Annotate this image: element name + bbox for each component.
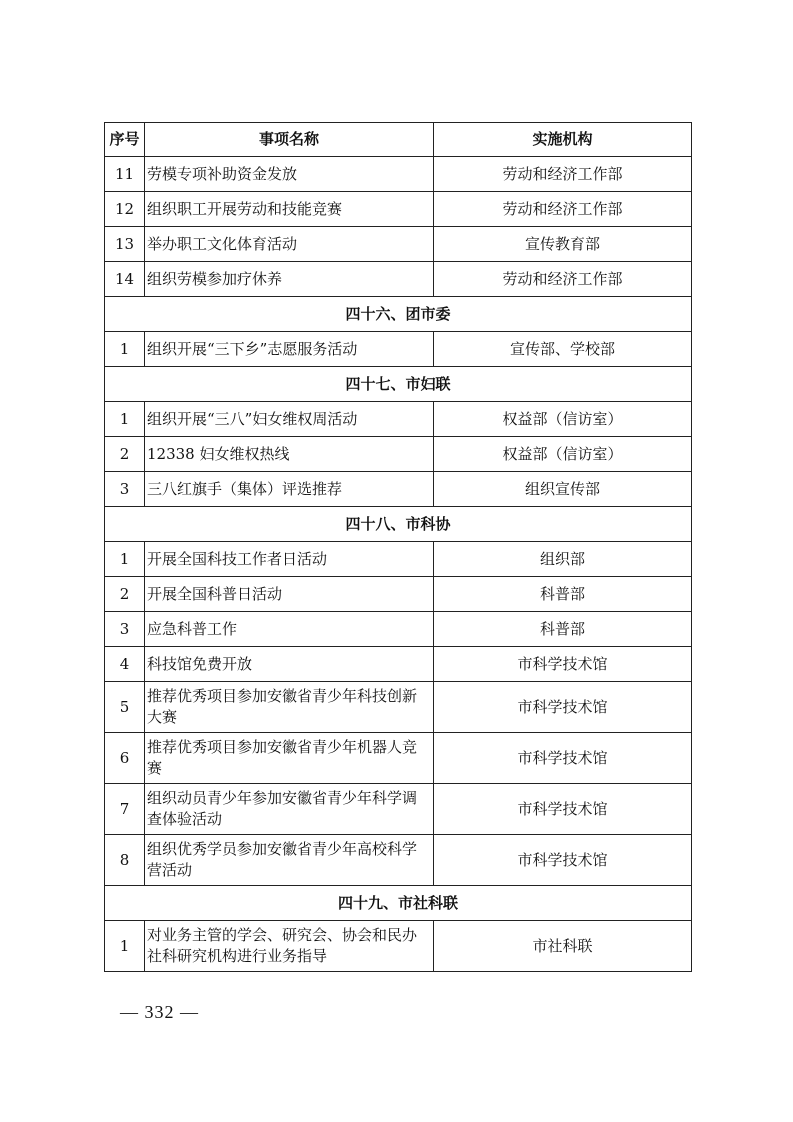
row-org: 宣传部、学校部 <box>434 332 692 367</box>
table-row <box>105 682 692 733</box>
row-org: 劳动和经济工作部 <box>434 157 692 192</box>
row-item-name: 三八红旗手（集体）评选推荐 <box>145 472 434 507</box>
row-item-name: 推荐优秀项目参加安徽省青少年科技创新大赛 <box>145 682 434 733</box>
row-item-name: 组织职工开展劳动和技能竞赛 <box>145 192 434 227</box>
row-number: 2 <box>105 437 145 472</box>
row-org: 市科学技术馆 <box>434 682 692 733</box>
row-number: 1 <box>105 542 145 577</box>
row-item-name: 组织动员青少年参加安徽省青少年科学调查体验活动 <box>145 784 434 835</box>
row-org: 市科学技术馆 <box>434 784 692 835</box>
row-item-name: 组织优秀学员参加安徽省青少年高校科学营活动 <box>145 835 434 886</box>
table-row <box>105 472 692 507</box>
header-seq: 序号 <box>105 123 145 157</box>
row-item-name: 对业务主管的学会、研究会、协会和民办社科研究机构进行业务指导 <box>145 921 434 972</box>
row-org: 市社科联 <box>434 921 692 972</box>
section-heading-row <box>105 886 692 921</box>
section-title: 四十六、团市委 <box>105 297 692 332</box>
row-item-name: 组织开展“三下乡”志愿服务活动 <box>145 332 434 367</box>
row-number: 8 <box>105 835 145 886</box>
row-org: 权益部（信访室） <box>434 437 692 472</box>
section-title: 四十八、市科协 <box>105 507 692 542</box>
row-number: 1 <box>105 402 145 437</box>
table-row <box>105 647 692 682</box>
table-row <box>105 733 692 784</box>
row-item-name: 开展全国科技工作者日活动 <box>145 542 434 577</box>
row-item-name: 组织开展“三八”妇女维权周活动 <box>145 402 434 437</box>
table-row <box>105 157 692 192</box>
row-number: 1 <box>105 332 145 367</box>
table-row <box>105 612 692 647</box>
row-org: 劳动和经济工作部 <box>434 192 692 227</box>
row-number: 1 <box>105 921 145 972</box>
section-heading-row <box>105 507 692 542</box>
header-org: 实施机构 <box>434 123 692 157</box>
table-row <box>105 542 692 577</box>
row-number: 4 <box>105 647 145 682</box>
section-heading-row <box>105 297 692 332</box>
table-row <box>105 402 692 437</box>
row-item-name: 组织劳模参加疗休养 <box>145 262 434 297</box>
row-org: 市科学技术馆 <box>434 835 692 886</box>
row-item-name: 劳模专项补助资金发放 <box>145 157 434 192</box>
table-row <box>105 577 692 612</box>
section-title: 四十七、市妇联 <box>105 367 692 402</box>
row-number: 6 <box>105 733 145 784</box>
table-header <box>105 123 692 157</box>
row-org: 宣传教育部 <box>434 227 692 262</box>
table-row <box>105 921 692 972</box>
row-number: 7 <box>105 784 145 835</box>
row-number: 13 <box>105 227 145 262</box>
row-org: 科普部 <box>434 612 692 647</box>
row-number: 11 <box>105 157 145 192</box>
page-number: — 332 — <box>120 1002 199 1022</box>
table-row <box>105 262 692 297</box>
row-item-name: 12338 妇女维权热线 <box>145 437 434 472</box>
table-row <box>105 784 692 835</box>
row-item-name: 推荐优秀项目参加安徽省青少年机器人竞赛 <box>145 733 434 784</box>
table-row <box>105 227 692 262</box>
table-row <box>105 835 692 886</box>
section-heading-row <box>105 367 692 402</box>
row-number: 12 <box>105 192 145 227</box>
row-org: 权益部（信访室） <box>434 402 692 437</box>
row-number: 3 <box>105 472 145 507</box>
service-table <box>104 122 692 972</box>
row-number: 5 <box>105 682 145 733</box>
row-item-name: 开展全国科普日活动 <box>145 577 434 612</box>
table-row <box>105 437 692 472</box>
row-item-name: 应急科普工作 <box>145 612 434 647</box>
row-org: 市科学技术馆 <box>434 733 692 784</box>
table-row <box>105 192 692 227</box>
row-item-name: 科技馆免费开放 <box>145 647 434 682</box>
row-org: 组织宣传部 <box>434 472 692 507</box>
row-number: 2 <box>105 577 145 612</box>
section-title: 四十九、市社科联 <box>105 886 692 921</box>
row-org: 组织部 <box>434 542 692 577</box>
row-org: 科普部 <box>434 577 692 612</box>
table-row <box>105 332 692 367</box>
header-name: 事项名称 <box>145 123 434 157</box>
row-number: 3 <box>105 612 145 647</box>
row-item-name: 举办职工文化体育活动 <box>145 227 434 262</box>
row-org: 劳动和经济工作部 <box>434 262 692 297</box>
row-org: 市科学技术馆 <box>434 647 692 682</box>
row-number: 14 <box>105 262 145 297</box>
